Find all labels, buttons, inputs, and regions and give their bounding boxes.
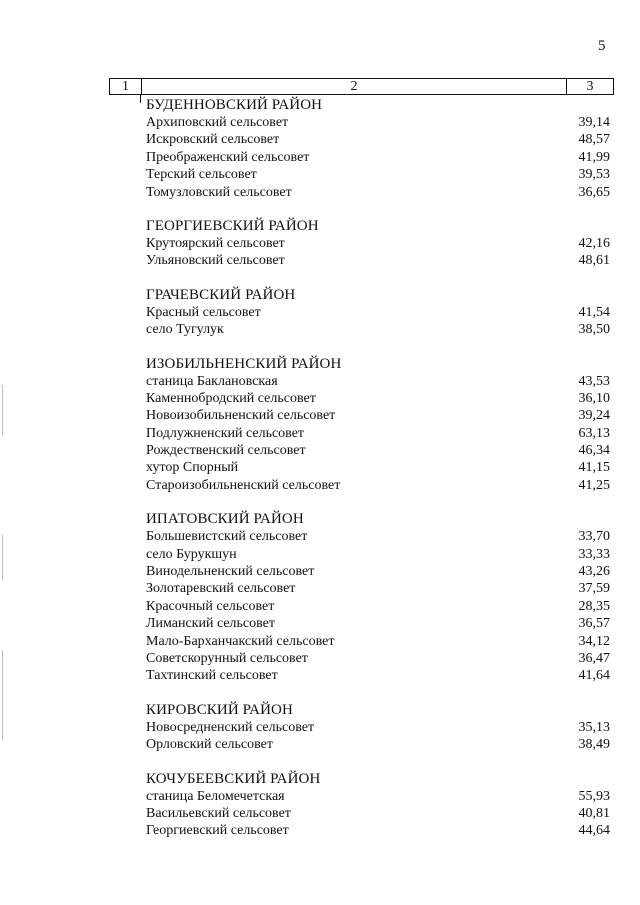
settlement-value: 63,13 <box>578 425 610 441</box>
settlement-name: хутор Спорный <box>146 460 239 476</box>
settlement-name: Мало-Барханчакский сельсовет <box>146 633 335 649</box>
district-title: ИЗОБИЛЬНЕНСКИЙ РАЙОН <box>146 355 342 372</box>
settlement-name: село Бурукшун <box>146 546 237 562</box>
settlement-name: Красный сельсовет <box>146 304 261 320</box>
column-divider <box>140 94 141 103</box>
table-row <box>146 149 610 166</box>
table-row <box>146 114 610 131</box>
table-row <box>146 528 610 545</box>
table-row <box>146 633 610 650</box>
settlement-name: Георгиевский сельсовет <box>146 823 289 839</box>
settlement-name: Орловский сельсовет <box>146 737 273 753</box>
settlement-value: 43,53 <box>578 373 610 389</box>
header-col-1: 1 <box>110 79 142 94</box>
table-row <box>146 184 610 201</box>
settlement-name: Каменнобродский сельсовет <box>146 390 316 406</box>
settlement-value: 36,47 <box>578 650 610 666</box>
settlement-value: 36,65 <box>578 184 610 200</box>
settlement-value: 39,24 <box>578 408 610 424</box>
settlement-name: Красочный сельсовет <box>146 598 275 614</box>
header-col-2: 2 <box>142 79 567 94</box>
settlement-name: Большевистский сельсовет <box>146 529 308 545</box>
settlement-name: село Тугулук <box>146 322 224 338</box>
settlement-value: 41,64 <box>578 668 610 684</box>
table-row <box>146 736 610 753</box>
table-row <box>146 166 610 183</box>
settlement-value: 39,53 <box>578 167 610 183</box>
settlement-name: Подлужненский сельсовет <box>146 425 305 441</box>
settlement-value: 33,33 <box>578 546 610 562</box>
page-number: 5 <box>598 38 606 54</box>
table-row <box>146 390 610 407</box>
settlement-name: Золотаревский сельсовет <box>146 581 296 597</box>
table-row <box>146 425 610 442</box>
table-row <box>146 459 610 476</box>
settlement-value: 48,57 <box>578 132 610 148</box>
settlement-name: Новосредненский сельсовет <box>146 719 315 735</box>
settlement-value: 28,35 <box>578 598 610 614</box>
settlement-name: Архиповский сельсовет <box>146 115 289 130</box>
table-body <box>146 96 610 856</box>
settlement-value: 34,12 <box>578 633 610 649</box>
table-row <box>146 304 610 321</box>
settlement-value: 38,50 <box>578 322 610 338</box>
settlement-name: станица Баклановская <box>146 373 278 389</box>
district-title: КИРОВСКИЙ РАЙОН <box>146 701 293 718</box>
district-section <box>146 770 610 840</box>
settlement-name: Рождественский сельсовет <box>146 443 306 459</box>
settlement-value: 41,25 <box>578 477 610 493</box>
settlement-name: Крутоярский сельсовет <box>146 235 285 251</box>
table-row <box>146 580 610 597</box>
settlement-name: Томузловский сельсовет <box>146 184 292 200</box>
table-row <box>146 321 610 338</box>
settlement-value: 36,10 <box>578 390 610 406</box>
table-row <box>146 563 610 580</box>
table-row <box>146 598 610 615</box>
table-row <box>146 373 610 390</box>
district-section <box>146 701 610 754</box>
settlement-value: 36,57 <box>578 616 610 632</box>
settlement-name: станица Беломечетская <box>146 788 285 804</box>
settlement-name: Тахтинский сельсовет <box>146 668 278 684</box>
settlement-value: 33,70 <box>578 529 610 545</box>
table-row <box>146 667 610 684</box>
settlement-value: 48,61 <box>578 253 610 269</box>
table-row <box>146 131 610 148</box>
settlement-value: 38,49 <box>578 737 610 753</box>
settlement-name: Советскорунный сельсовет <box>146 650 308 666</box>
settlement-name: Винодельненский сельсовет <box>146 564 315 580</box>
table-row <box>146 235 610 252</box>
district-title: ИПАТОВСКИЙ РАЙОН <box>146 511 304 528</box>
settlement-name: Васильевский сельсовет <box>146 805 291 821</box>
settlement-value: 35,13 <box>578 719 610 735</box>
district-title: ГРАЧЕВСКИЙ РАЙОН <box>146 286 296 303</box>
settlement-value: 41,15 <box>578 460 610 476</box>
settlement-name: Лиманский сельсовет <box>146 616 276 632</box>
settlement-name: Терский сельсовет <box>146 167 257 183</box>
district-title: БУДЕННОВСКИЙ РАЙОН <box>146 97 323 113</box>
district-title: ГЕОРГИЕВСКИЙ РАЙОН <box>146 217 319 234</box>
settlement-value: 46,34 <box>578 443 610 459</box>
settlement-value: 42,16 <box>578 235 610 251</box>
settlement-value: 41,54 <box>578 304 610 320</box>
settlement-value: 44,64 <box>578 823 610 839</box>
table-row <box>146 650 610 667</box>
settlement-value: 37,59 <box>578 581 610 597</box>
table-row <box>146 407 610 424</box>
settlement-value: 39,14 <box>578 115 610 130</box>
table-row <box>146 546 610 563</box>
district-title: КОЧУБЕЕВСКИЙ РАЙОН <box>146 770 321 787</box>
header-col-3: 3 <box>586 79 594 94</box>
settlement-name: Преображенский сельсовет <box>146 149 310 165</box>
settlement-name: Искровский сельсовет <box>146 132 280 148</box>
district-section <box>146 217 610 270</box>
settlement-name: Староизобильненский сельсовет <box>146 477 341 493</box>
settlement-value: 40,81 <box>578 805 610 821</box>
settlement-value: 43,26 <box>578 564 610 580</box>
district-section <box>146 355 610 495</box>
scan-margin-mark <box>2 650 3 740</box>
settlement-value: 55,93 <box>578 788 610 804</box>
table-header <box>109 78 614 95</box>
table-row <box>146 442 610 459</box>
district-section <box>146 510 610 685</box>
settlement-name: Новоизобильненский сельсовет <box>146 408 336 424</box>
table-row <box>146 719 610 736</box>
district-section <box>146 286 610 339</box>
table-row <box>146 477 610 494</box>
scan-margin-mark <box>2 535 3 580</box>
settlement-name: Ульяновский сельсовет <box>146 253 285 269</box>
table-row <box>146 822 610 839</box>
table-row <box>146 252 610 269</box>
settlement-value: 41,99 <box>578 149 610 165</box>
district-section <box>146 96 610 201</box>
table-row <box>146 788 610 805</box>
table-row <box>146 615 610 632</box>
scan-margin-mark <box>2 385 3 435</box>
table-row <box>146 805 610 822</box>
